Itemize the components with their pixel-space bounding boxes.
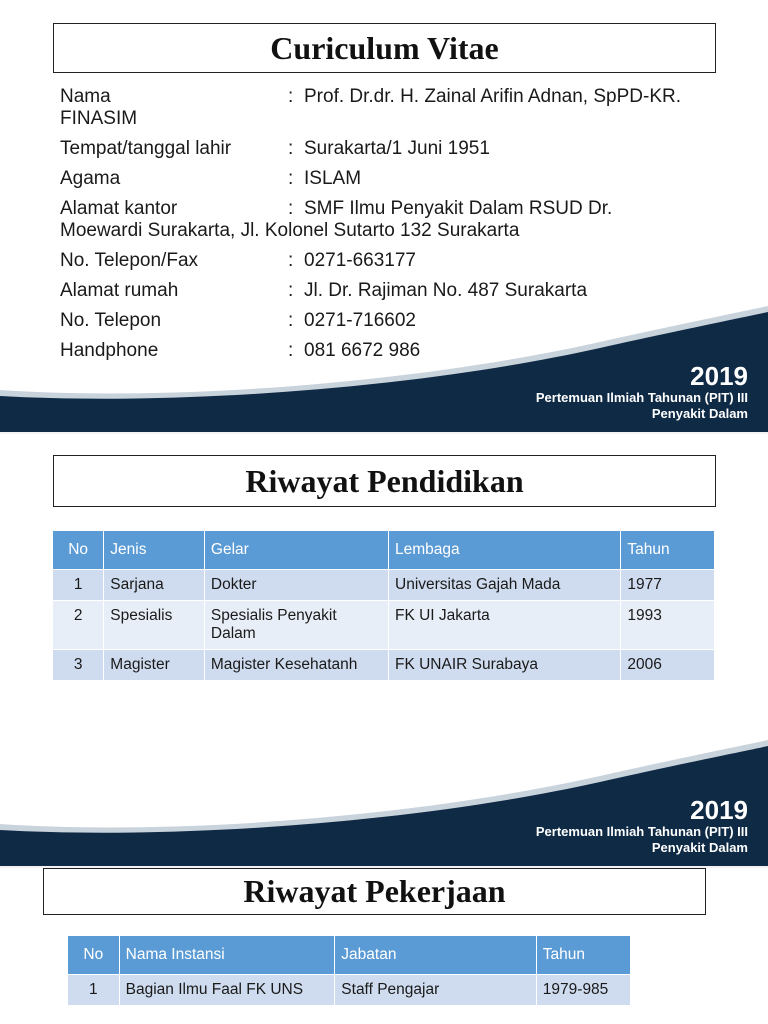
footer-event-line1: Pertemuan Ilmiah Tahunan (PIT) III <box>535 824 748 839</box>
cv-row <box>60 250 740 272</box>
cv-value-continued: Moewardi Surakarta, Jl. Kolonel Sutarto 132 Surakarta <box>60 220 520 241</box>
education-title: Riwayat Pendidikan <box>53 455 716 507</box>
cv-separator: : <box>288 250 294 271</box>
cv-label: Alamat rumah <box>60 280 179 301</box>
footer-year: 2019 <box>690 795 748 825</box>
cv-value-continued: FINASIM <box>60 108 138 129</box>
cv-separator: : <box>288 340 294 361</box>
table-cell: Dokter <box>204 570 388 601</box>
cv-separator: : <box>288 86 294 107</box>
slide-employment <box>0 868 768 1024</box>
table-cell: 1977 <box>621 570 715 601</box>
table-cell: FK UNAIR Surabaya <box>389 650 621 681</box>
cv-label: Handphone <box>60 340 159 361</box>
table-header-cell: Gelar <box>204 531 388 570</box>
cv-title: Curiculum Vitae <box>53 23 716 73</box>
table-cell: 2 <box>53 601 104 650</box>
footer-event-line1: Pertemuan Ilmiah Tahunan (PIT) III <box>535 390 748 405</box>
cv-label: Tempat/tanggal lahir <box>60 138 232 159</box>
table-cell: Magister Kesehatanh <box>204 650 388 681</box>
cv-label: Nama <box>60 86 111 107</box>
cv-value: 0271-663177 <box>304 250 416 271</box>
table-header-cell: Nama Instansi <box>119 936 335 975</box>
cv-value: 0271-716602 <box>304 310 416 331</box>
cv-label: Alamat kantor <box>60 198 178 219</box>
education-table <box>53 531 715 680</box>
footer-event-line2: Penyakit Dalam <box>651 840 748 855</box>
table-row <box>53 570 715 601</box>
table-cell: FK UI Jakarta <box>389 601 621 650</box>
cv-label: No. Telepon/Fax <box>60 250 199 271</box>
table-row <box>53 650 715 681</box>
cv-label: No. Telepon <box>60 310 162 331</box>
table-row <box>53 601 715 650</box>
table-cell: Sarjana <box>104 570 205 601</box>
table-row <box>68 975 631 1006</box>
table-cell: 2006 <box>621 650 715 681</box>
table-header-cell: Lembaga <box>389 531 621 570</box>
footer-branding <box>536 796 748 856</box>
slide-curriculum-vitae <box>0 0 768 432</box>
cv-value: Jl. Dr. Rajiman No. 487 Surakarta <box>304 280 588 301</box>
table-cell: Universitas Gajah Mada <box>389 570 621 601</box>
table-header-cell: Tahun <box>536 936 630 975</box>
employment-title: Riwayat Pekerjaan <box>43 868 706 915</box>
table-cell: 3 <box>53 650 104 681</box>
cv-separator: : <box>288 138 294 159</box>
table-header-cell: Jenis <box>104 531 205 570</box>
slide-education <box>0 434 768 866</box>
table-cell: Staff Pengajar <box>335 975 537 1006</box>
footer-year: 2019 <box>690 361 748 391</box>
table-cell: Bagian Ilmu Faal FK UNS <box>119 975 335 1006</box>
cv-label: Agama <box>60 168 121 189</box>
footer-event-line2: Penyakit Dalam <box>651 406 748 421</box>
table-cell: 1 <box>53 570 104 601</box>
footer-branding <box>536 362 748 422</box>
cv-separator: : <box>288 280 294 301</box>
table-cell: Magister <box>104 650 205 681</box>
cv-separator: : <box>288 198 294 219</box>
table-cell: Spesialis <box>104 601 205 650</box>
table-cell: Spesialis Penyakit Dalam <box>204 601 388 650</box>
cv-value: Prof. Dr.dr. H. Zainal Arifin Adnan, SpPD-KR. <box>304 86 681 107</box>
cv-separator: : <box>288 310 294 331</box>
table-header-cell: No <box>68 936 119 975</box>
table-header-cell: Jabatan <box>335 936 537 975</box>
table-header-cell: No <box>53 531 104 570</box>
cv-row <box>60 138 740 160</box>
cv-value: SMF Ilmu Penyakit Dalam RSUD Dr. <box>304 198 613 219</box>
cv-value: ISLAM <box>304 168 362 189</box>
cv-row <box>60 168 740 190</box>
employment-table <box>68 936 631 1005</box>
table-cell: 1993 <box>621 601 715 650</box>
table-cell: 1979-985 <box>536 975 630 1006</box>
cv-value: 081 6672 986 <box>304 340 421 361</box>
table-cell: 1 <box>68 975 119 1006</box>
cv-row <box>60 86 740 130</box>
cv-separator: : <box>288 168 294 189</box>
table-header-cell: Tahun <box>621 531 715 570</box>
cv-value: Surakarta/1 Juni 1951 <box>304 138 490 159</box>
cv-row <box>60 198 740 242</box>
